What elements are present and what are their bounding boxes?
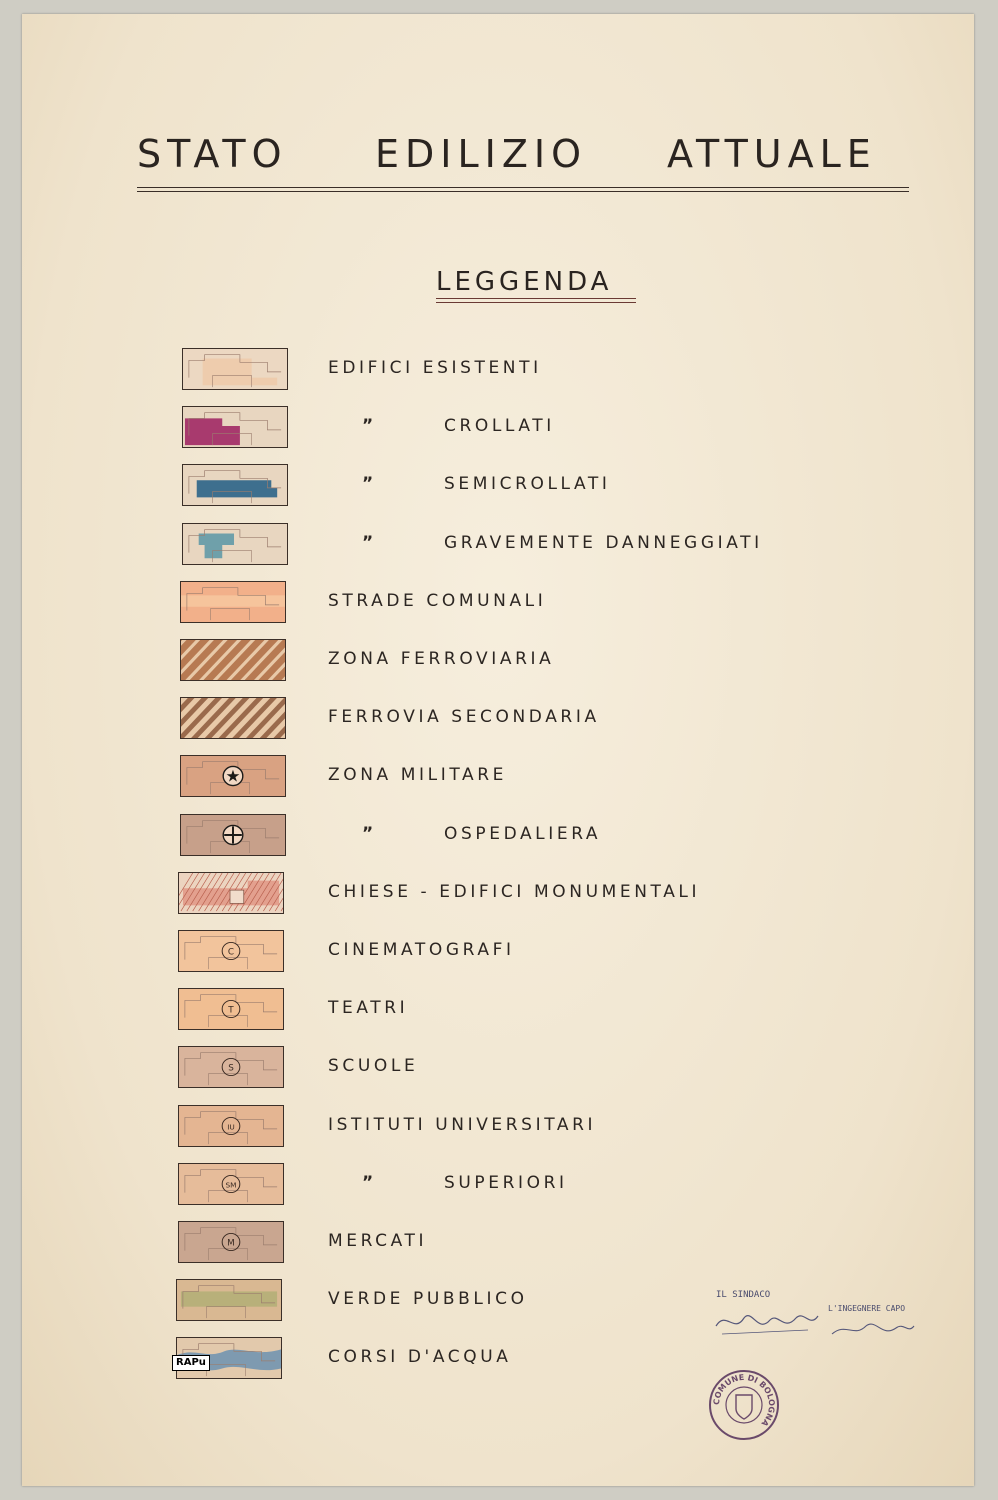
legend-swatch-7	[180, 755, 286, 797]
legend-label: CROLLATI	[444, 416, 555, 437]
svg-text:S: S	[228, 1063, 234, 1074]
legend-underline	[436, 302, 636, 303]
legend-label: STRADE COMUNALI	[328, 590, 547, 611]
legend-ditto-mark: ”	[362, 823, 374, 844]
mayor-signature	[712, 1304, 822, 1340]
legend-swatch-9	[178, 872, 284, 914]
legend-swatch-2	[182, 464, 288, 506]
legend-swatch-4	[180, 581, 286, 623]
legend-swatch-5	[180, 639, 286, 681]
legend-label: OSPEDALIERA	[444, 823, 602, 844]
map-sheet	[22, 14, 974, 1486]
legend-swatch-10	[178, 930, 284, 972]
legend-label: CORSI D'ACQUA	[328, 1347, 512, 1368]
svg-text:IU: IU	[227, 1122, 235, 1131]
legend-label: ZONA MILITARE	[328, 765, 507, 786]
svg-text:COMUNE DI BOLOGNA: COMUNE DI BOLOGNA	[711, 1372, 777, 1429]
legend-swatch-0	[182, 348, 288, 390]
legend-swatch-11	[178, 988, 284, 1030]
legend-label: SCUOLE	[328, 1056, 419, 1077]
legend-label: TEATRI	[328, 998, 409, 1019]
legend-label: SEMICROLLATI	[444, 474, 611, 495]
legend-heading: LEGGENDA	[436, 267, 613, 297]
legend-label: ZONA FERROVIARIA	[328, 649, 555, 669]
legend-label: MERCATI	[328, 1231, 428, 1251]
mayor-signature-label: IL SINDACO	[716, 1290, 771, 1300]
legend-label: SUPERIORI	[444, 1172, 568, 1193]
title-underline	[137, 191, 909, 192]
legend-swatch-16	[176, 1279, 282, 1321]
legend-label: CINEMATOGRAFI	[328, 940, 515, 960]
legend-swatch-12	[178, 1046, 284, 1088]
title-underline	[137, 187, 909, 188]
title-word: STATO	[137, 132, 288, 176]
legend-label: FERROVIA SECONDARIA	[328, 707, 600, 728]
svg-text:M: M	[227, 1238, 235, 1249]
archive-stamp: RAPu	[172, 1355, 210, 1371]
legend-ditto-mark: ”	[362, 416, 374, 437]
legend-swatch-6	[180, 697, 286, 739]
svg-text:C: C	[227, 947, 235, 958]
legend-ditto-mark: ”	[362, 532, 374, 553]
legend-swatch-3	[182, 523, 288, 565]
svg-text:★: ★	[225, 767, 241, 787]
legend-swatch-15	[178, 1221, 284, 1263]
legend-swatch-13	[178, 1105, 284, 1147]
legend-label: ISTITUTI UNIVERSITARI	[328, 1114, 597, 1135]
municipal-seal	[708, 1369, 780, 1441]
title-word: EDILIZIO	[375, 132, 588, 176]
legend-label: EDIFICI ESISTENTI	[328, 358, 542, 378]
engineer-signature	[828, 1314, 918, 1344]
legend-label: CHIESE - EDIFICI MONUMENTALI	[328, 881, 701, 902]
legend-underline	[436, 298, 636, 299]
map-title	[137, 132, 912, 192]
legend-swatch-1	[182, 406, 288, 448]
legend-label: GRAVEMENTE DANNEGGIATI	[444, 532, 763, 553]
svg-text:SM: SM	[225, 1180, 237, 1190]
svg-text:T: T	[228, 1005, 234, 1016]
legend-swatch-8	[180, 814, 286, 856]
title-word: ATTUALE	[667, 132, 877, 176]
legend-ditto-mark: ”	[362, 1172, 374, 1193]
legend-ditto-mark: ”	[362, 474, 374, 495]
engineer-signature-label: L'INGEGNERE CAPO	[828, 1304, 906, 1313]
legend-swatch-14	[178, 1163, 284, 1205]
legend-label: VERDE PUBBLICO	[328, 1289, 528, 1310]
